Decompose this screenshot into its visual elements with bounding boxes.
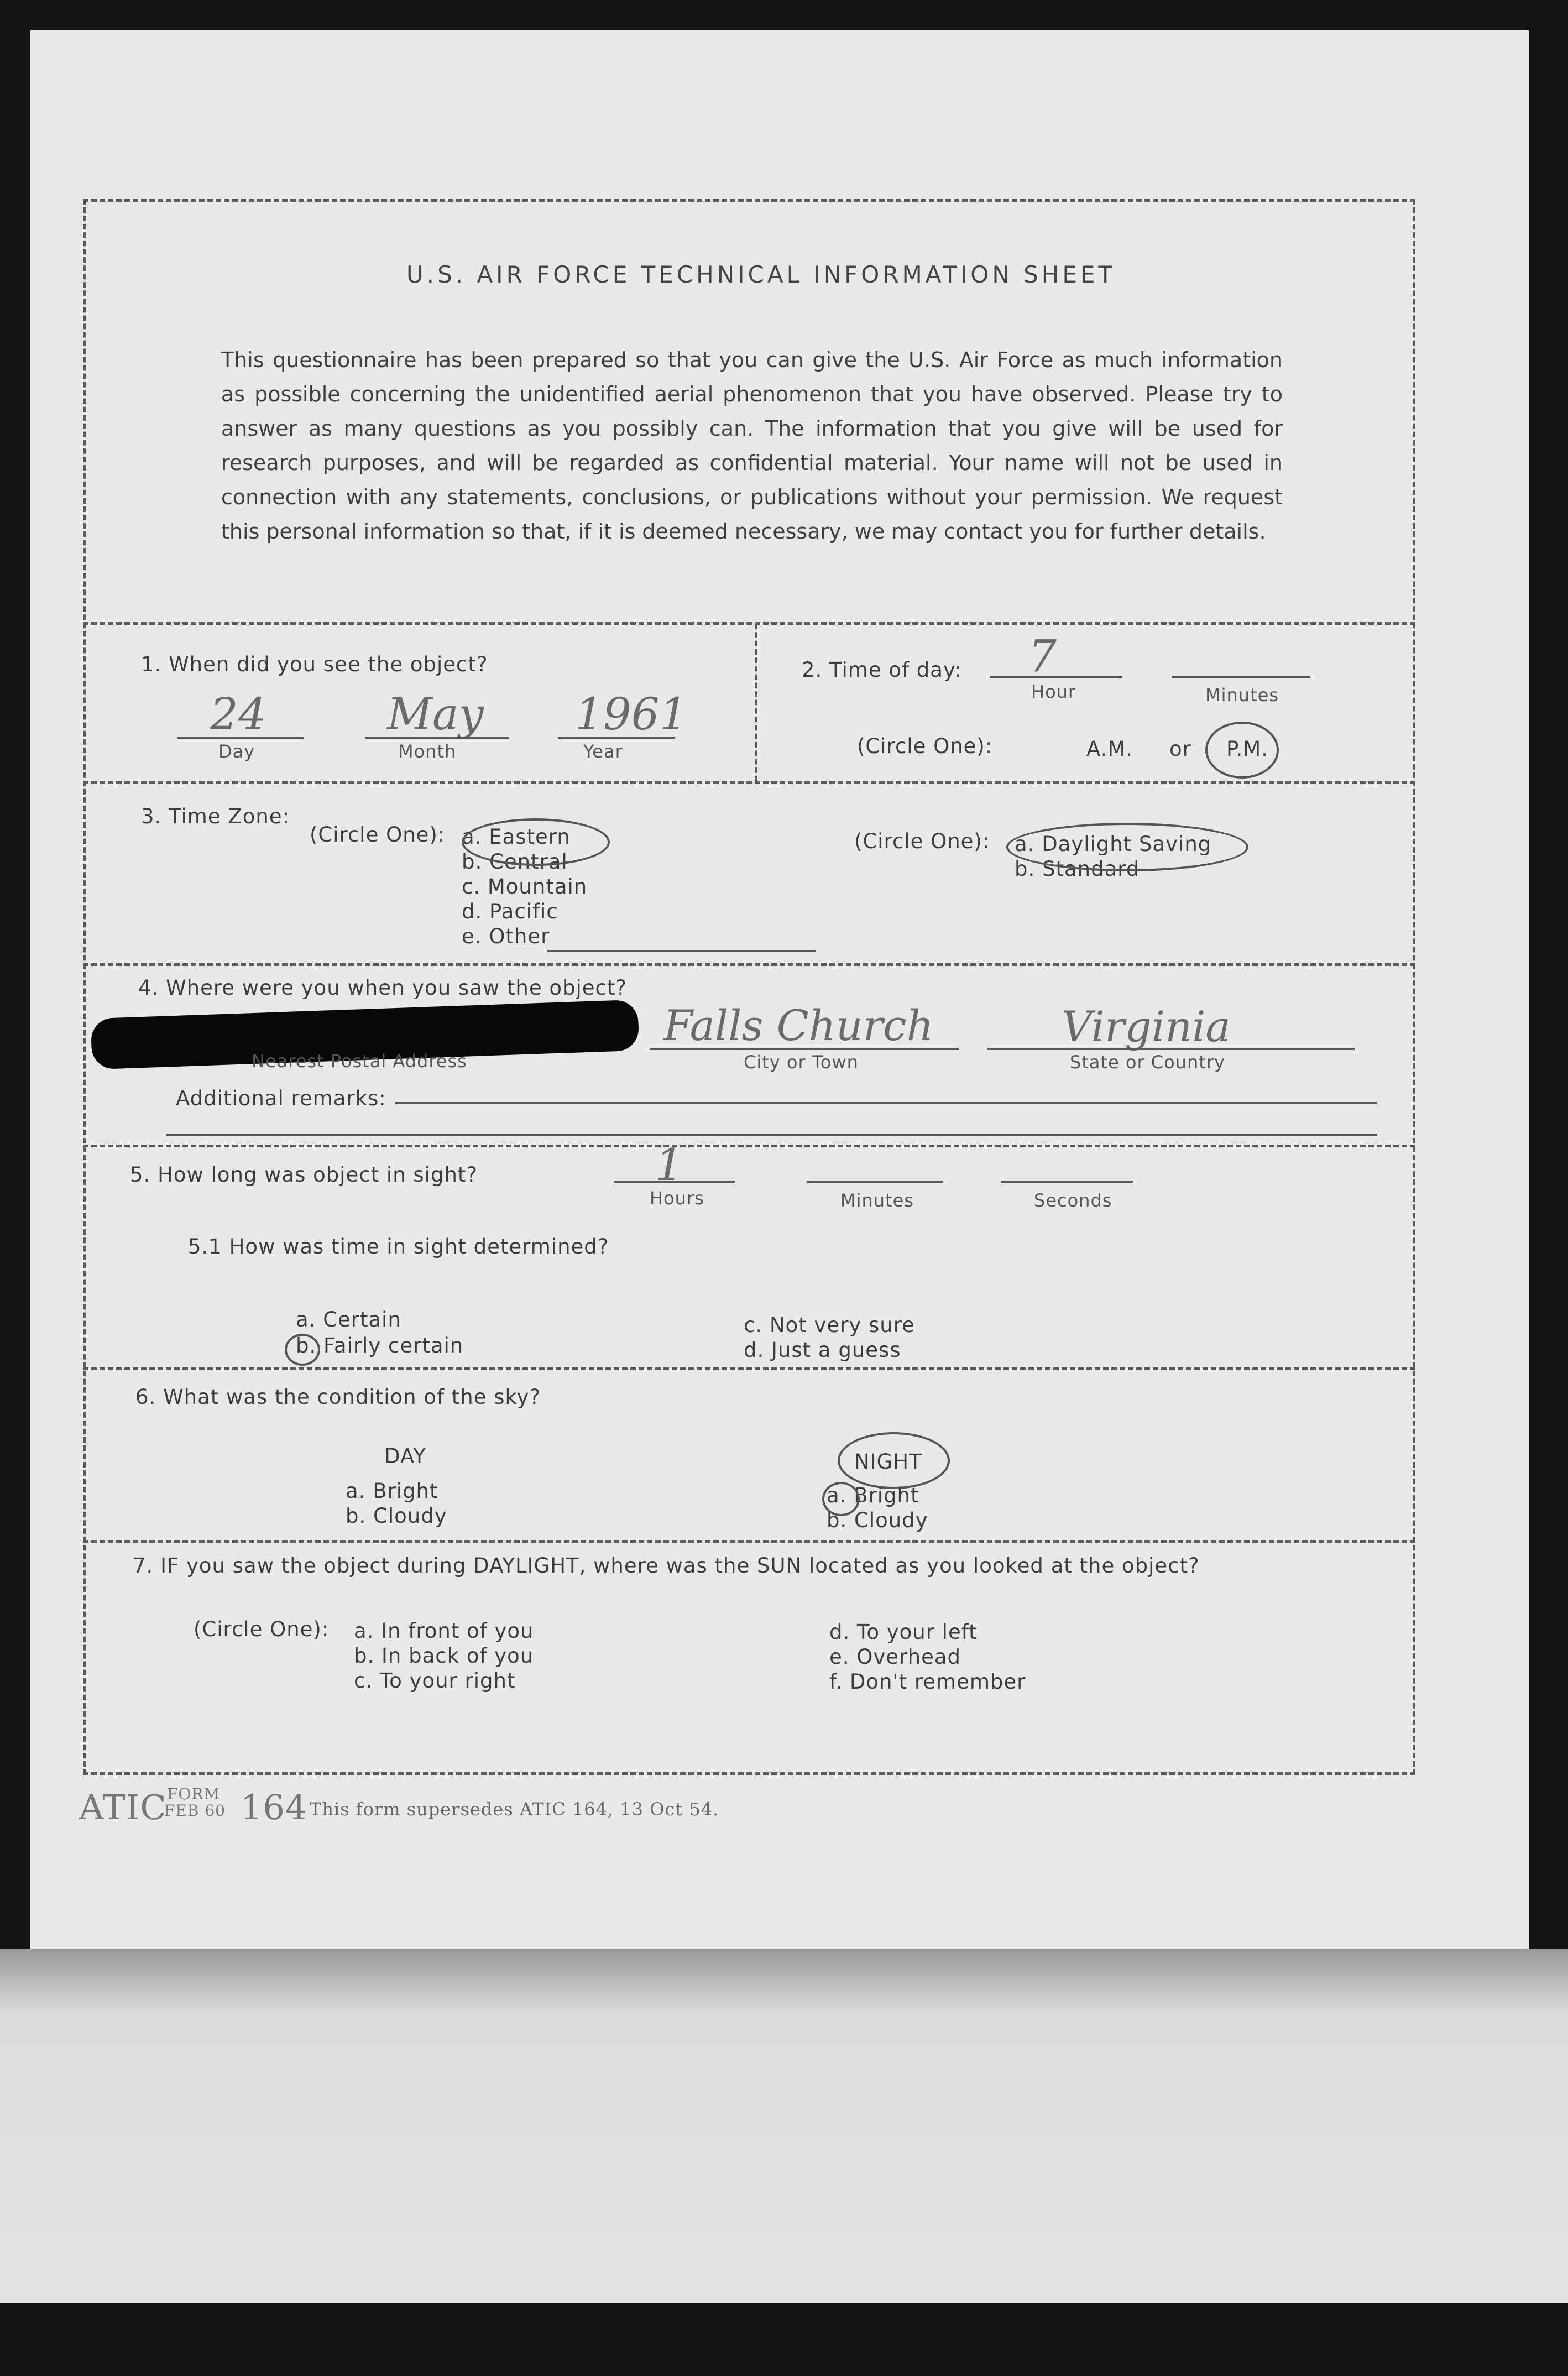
q4-state-line [987,1048,1355,1050]
q3-saving-a: a. Daylight Saving [1015,832,1212,856]
q5-option-b: b. Fairly certain [296,1334,464,1357]
q2-hour-label: Hour [1031,681,1076,702]
q2-hour-value: 7 [1028,630,1057,682]
q2-or: or [1169,737,1191,761]
q3-zone-d: d. Pacific [462,900,558,923]
q5-hours-value: 1 [655,1139,683,1190]
divider-2 [83,781,1415,784]
q7-option-f: f. Don't remember [829,1670,1026,1694]
q4-city-line [650,1048,959,1050]
q3-question: 3. Time Zone: [141,805,290,828]
q5-minutes-line [807,1181,943,1183]
q6-day-option-a: a. Bright [346,1479,438,1503]
q1-day-value: 24 [210,688,266,740]
footer-form-small: FORM [167,1785,221,1803]
q3-eastern-circle [462,818,610,866]
q1-question: 1. When did you see the object? [141,652,488,676]
q7-option-c: c. To your right [354,1669,516,1693]
q2-am: A.M. [1086,737,1133,761]
q4-question: 4. Where were you when you saw the object? [138,976,628,1000]
q6-day-heading: DAY [384,1444,426,1468]
q6-question: 6. What was the condition of the sky? [135,1385,541,1409]
q4-address-label: Nearest Postal Address [252,1051,467,1072]
footer-atic: ATIC [79,1787,167,1827]
q4-remarks-line-2 [166,1134,1377,1136]
q5-fairly-certain-circle [285,1334,320,1366]
q1-year-value: 1961 [575,688,688,740]
q1-month-line [365,737,509,739]
q1-month-value: May [387,688,484,740]
q2-minutes-line [1172,676,1310,678]
q3-zone-c: c. Mountain [462,875,588,899]
q5-option-c: c. Not very sure [744,1313,915,1337]
footer-supersedes: This form supersedes ATIC 164, 13 Oct 54. [310,1799,719,1820]
q5-option-a: a. Certain [296,1308,401,1331]
q1-day-line [177,737,304,739]
form-intro: This questionnaire has been prepared so that you can give the U.S. Air Force as much information as possible concerning the unidentified aerial phenomenon that you have observed. Please try to answer as many questions as you possibly can. The information that you give will be used for research purposes, and will be regarded as confidential material. Your name will not be used in connection with any statements, conclusions, or publications without your permission. We request this personal information so that, if it is deemed necessary, we may contact you for further details. [221,348,1283,544]
divider-6 [83,1540,1415,1543]
q1-year-line [558,737,675,739]
q2-question: 2. Time of day: [802,658,962,682]
q7-option-a: a. In front of you [354,1619,534,1643]
q4-state-label: State or Country [1070,1052,1225,1073]
q5-hours-line [614,1181,735,1183]
divider-4 [83,1145,1415,1147]
footer-feb: FEB 60 [164,1801,226,1820]
q6-night-option-b: b. Cloudy [827,1508,928,1532]
q7-circle-one: (Circle One): [194,1617,330,1641]
q6-night-circle [838,1432,950,1489]
q5-seconds-label: Seconds [1034,1190,1112,1211]
q3-saving-b: b. Standard [1015,857,1140,881]
divider-1 [83,622,1415,625]
q3-circle-one-2: (Circle One): [854,829,990,853]
q3-daylight-circle [1006,823,1248,871]
q5-option-d: d. Just a guess [744,1338,901,1362]
q2-circle-one: (Circle One): [857,734,993,758]
q6-night-heading: NIGHT [854,1450,922,1474]
q6-night-option-a: a. Bright [827,1484,919,1507]
q1-month-label: Month [398,741,457,762]
q4-remarks-line-1 [395,1102,1377,1104]
divider-3 [83,963,1415,966]
form-title: U.S. AIR FORCE TECHNICAL INFORMATION SHEET [406,261,1116,288]
q1-year-label: Year [583,741,623,762]
q3-zone-e: e. Other [462,925,550,948]
q5-sub-question: 5.1 How was time in sight determined? [188,1235,609,1259]
q3-zone-b: b. Central [462,850,568,874]
q7-question: 7. IF you saw the object during DAYLIGHT, where was the SUN located as you looked at the object? [133,1554,1200,1578]
q4-state-value: Virginia [1062,1002,1231,1051]
q7-option-e: e. Overhead [829,1645,961,1669]
q4-city-label: City or Town [744,1052,859,1073]
q3-other-line [547,950,816,952]
q7-option-b: b. In back of you [354,1644,534,1668]
q3-zone-a: a. Eastern [462,825,571,849]
q4-city-value: Falls Church [663,1001,934,1050]
q5-minutes-label: Minutes [840,1190,914,1211]
q6-day-option-b: b. Cloudy [346,1504,447,1528]
underlying-page [0,1949,1568,2303]
q3-circle-one: (Circle One): [310,823,446,847]
footer-number: 164 [241,1787,308,1827]
q1-day-label: Day [218,741,255,762]
q2-minutes-label: Minutes [1205,685,1279,706]
q4-remarks-label: Additional remarks: [176,1087,386,1110]
q5-hours-label: Hours [650,1188,704,1209]
divider-5 [83,1367,1415,1370]
q2-pm: P.M. [1226,737,1268,761]
q2-pm-circle [1205,722,1279,779]
q7-option-d: d. To your left [829,1620,978,1644]
q5-seconds-line [1001,1181,1133,1183]
divider-vertical [755,624,757,781]
q5-question: 5. How long was object in sight? [130,1163,478,1187]
q2-hour-line [990,676,1122,678]
